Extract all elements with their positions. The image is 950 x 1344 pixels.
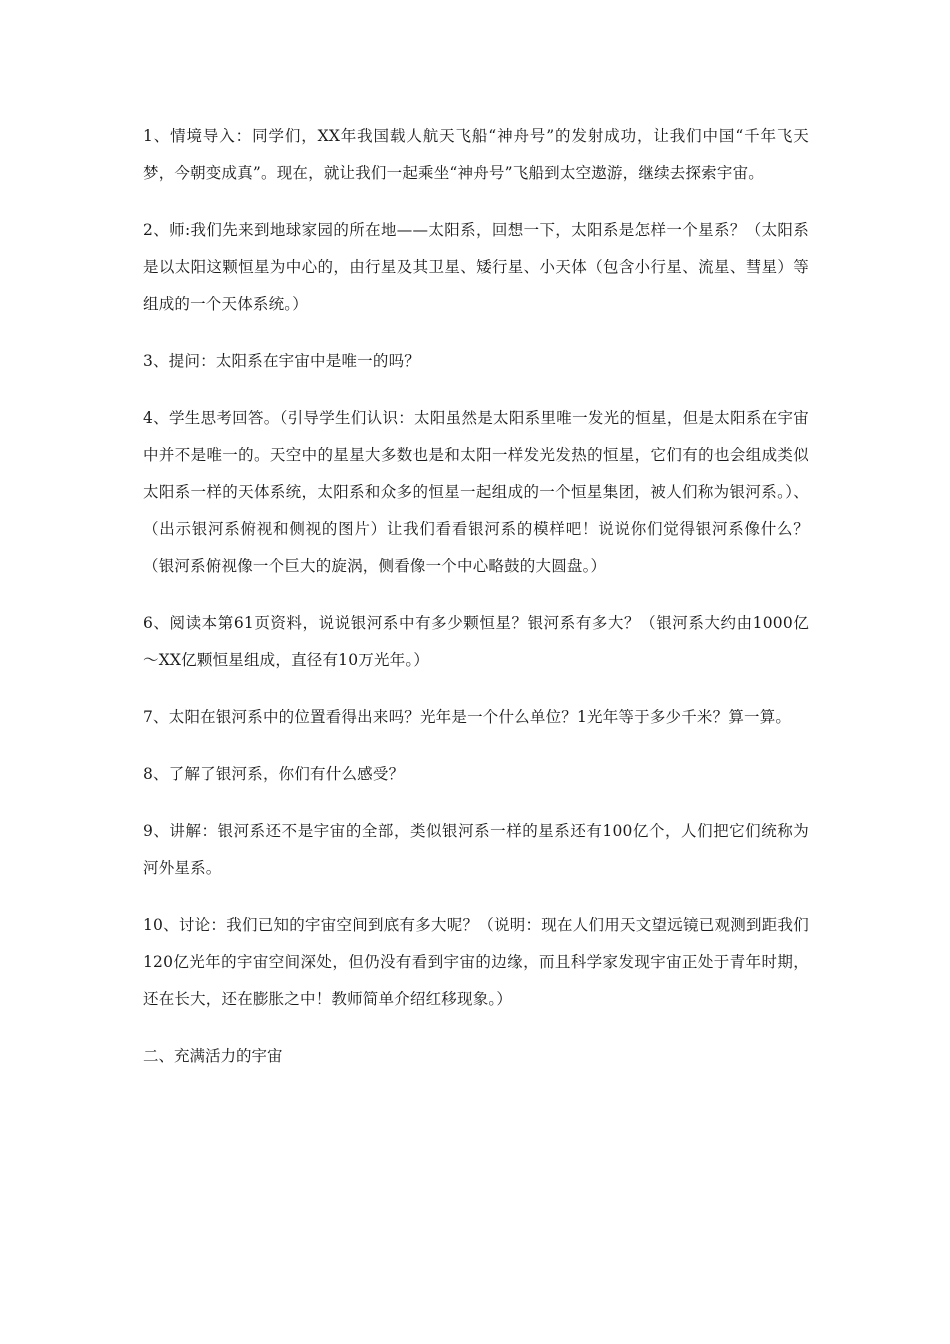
paragraph-3: 3、提问：太阳系在宇宙中是唯一的吗？ — [143, 352, 420, 370]
document-page — [143, 118, 809, 1075]
paragraph-6: 6、阅读本第61页资料，说说银河系中有多少颗恒星？银河系有多大？（银河系大约由1000亿～XX亿颗恒星组成，直径有10万光年。） — [143, 614, 809, 669]
paragraph-7: 7、太阳在银河系中的位置看得出来吗？光年是一个什么单位？1光年等于多少千米？算一算。 — [143, 708, 792, 726]
paragraph-10: 10、讨论：我们已知的宇宙空间到底有多大呢？（说明：现在人们用天文望远镜已观测到距我们120亿光年的宇宙空间深处，但仍没有看到宇宙的边缘，而且科学家发现宇宙正处于青年时期，还在长大，还在膨胀之中！教师简单介绍红移现象。） — [143, 916, 809, 1008]
paragraph-2: 2、师:我们先来到地球家园的所在地——太阳系，回想一下，太阳系是怎样一个星系？（太阳系是以太阳这颗恒星为中心的，由行星及其卫星、矮行星、小天体（包含小行星、流星、彗星）等组成的一个天体系统。） — [143, 221, 809, 313]
section-heading: 二、充满活力的宇宙 — [143, 1047, 283, 1065]
paragraph-1: 1、情境导入：同学们，XX年我国载人航天飞船“神舟号”的发射成功，让我们中国“千年飞天梦，今朝变成真”。现在，就让我们一起乘坐“神舟号”飞船到太空遨游，继续去探索宇宙。 — [143, 127, 809, 182]
paragraph-4: 4、学生思考回答。（引导学生们认识：太阳虽然是太阳系里唯一发光的恒星，但是太阳系在宇宙中并不是唯一的。天空中的星星大多数也是和太阳一样发光发热的恒星，它们有的也会组成类似太阳系一样的天体系统，太阳系和众多的恒星一起组成的一个恒星集团，被人们称为银河系。）、（出示银河系俯视和侧视的图片）让我们看看银河系的模样吧！说说你们觉得银河系像什么？（银河系俯视像一个巨大的旋涡，侧看像一个中心略鼓的大圆盘。） — [143, 409, 809, 575]
paragraph-8: 8、了解了银河系，你们有什么感受？ — [143, 765, 405, 783]
paragraph-9: 9、讲解：银河系还不是宇宙的全部，类似银河系一样的星系还有100亿个，人们把它们统称为河外星系。 — [143, 822, 809, 877]
